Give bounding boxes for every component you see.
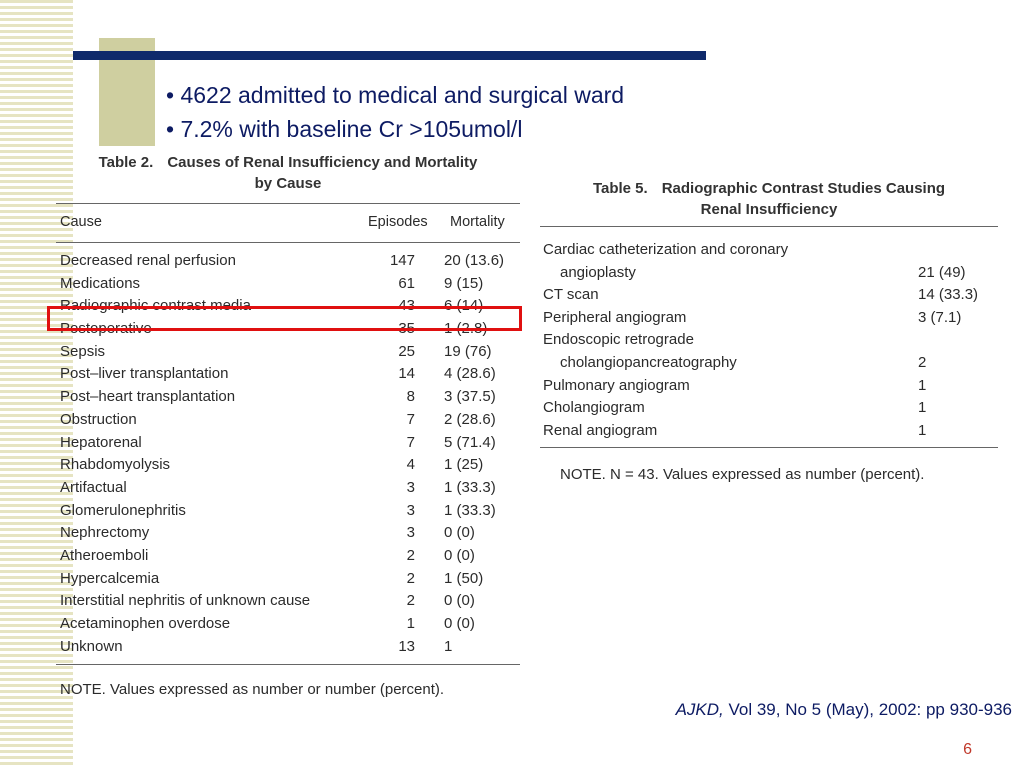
table-5-top-rule [540,226,998,227]
table-row [56,568,520,591]
cell-mortality: 2 (28.6) [444,410,496,428]
cell-mortality: 4 (28.6) [444,365,496,383]
table-2-title-line2: by Cause [254,175,322,192]
cell-cause: Atheroemboli [60,546,149,564]
table-row [56,273,520,296]
table-5-label: Table 5. [592,180,648,197]
cell-mortality: 9 (15) [444,274,484,292]
cell-episodes: 2 [406,569,415,587]
cell-episodes: 3 [406,524,415,542]
cell-cause: Rhabdomyolysis [60,456,171,474]
citation-journal: AJKD, [675,700,724,719]
bullet-list [166,78,624,146]
cell-episodes: 3 [406,478,415,496]
cell-cause: Obstruction [60,410,137,428]
cell-episodes: 61 [398,274,415,292]
table-2-bottom-rule [56,664,520,665]
cell-study: Pulmonary angiogram [543,376,690,394]
cell-study: angioplasty [560,263,636,281]
table-row [56,250,520,273]
table-row [56,454,520,477]
table-5-title [540,178,998,220]
navy-header-bar [73,51,706,60]
table-row [56,545,520,568]
cell-cause: Post–liver transplantation [60,365,229,383]
table-row [540,397,998,420]
table-row [540,262,998,285]
cell-mortality: 1 (2.8) [444,320,488,338]
table-5-title-line1: Radiographic Contrast Studies Causing [661,180,946,197]
page-number: 6 [963,741,972,758]
table-row [540,420,998,443]
table-2-header-rule [56,242,520,243]
cell-episodes: 43 [398,297,415,315]
cell-mortality: 5 (71.4) [444,433,496,451]
cell-study: Peripheral angiogram [543,308,687,326]
cell-value: 21 (49) [918,263,966,281]
cell-mortality: 20 (13.6) [444,252,505,269]
cell-episodes: 14 [398,365,415,383]
cell-episodes: 25 [398,342,415,360]
cell-cause: Medications [60,274,141,292]
table-2-title-line1: Causes of Renal Insufficiency and Mortality [167,154,478,171]
cell-cause: Glomerulonephritis [60,501,186,519]
cell-mortality: 1 [444,637,453,655]
table-row [56,341,520,364]
cell-study: Cholangiogram [543,399,645,417]
cell-episodes: 2 [406,546,415,564]
citation [676,700,1012,720]
cell-mortality: 3 (37.5) [444,388,496,406]
cell-value: 1 [918,399,927,417]
table-2-header [56,204,520,242]
table-row [540,329,998,352]
cell-cause: Hepatorenal [60,433,142,451]
header-mortality: Mortality [450,214,505,230]
cell-mortality: 0 (0) [444,592,475,610]
cell-mortality: 19 (76) [444,342,492,360]
table-row [540,284,998,307]
table-row [56,432,520,455]
cell-value: 1 [918,376,927,394]
cell-episodes: 7 [406,433,415,451]
cell-cause: Hypercalcemia [60,569,160,587]
cell-mortality: 0 (0) [444,615,475,632]
header-episodes: Episodes [368,214,428,230]
cell-value: 2 [918,353,927,371]
cell-episodes: 3 [406,501,415,519]
cell-episodes: 1 [406,615,415,632]
cell-episodes: 8 [406,388,415,406]
cell-value: 14 (33.3) [918,286,979,304]
cell-cause: Radiographic contrast media [60,297,251,315]
table-2 [56,152,520,701]
cell-episodes: 147 [389,252,415,269]
cell-episodes: 2 [406,592,415,610]
table-row [56,636,520,659]
table-row [56,386,520,409]
table-5-body [540,239,998,442]
header-cause: Cause [60,214,102,230]
cell-cause: Nephrectomy [60,524,150,542]
cell-mortality: 1 (33.3) [444,478,496,496]
table-row [56,522,520,545]
table-row [540,352,998,375]
cell-study: CT scan [543,286,599,304]
cell-cause: Post–heart transplantation [60,388,236,406]
citation-details: Vol 39, No 5 (May), 2002: pp 930-936 [728,700,1012,719]
highlight-box [47,306,522,331]
table-5 [540,178,998,486]
table-row [56,500,520,523]
cell-study: Cardiac catheterization and coronary [543,241,789,258]
bullet-item: • 4622 admitted to medical and surgical ward [166,82,625,108]
cell-mortality: 6 (14) [444,297,484,315]
table-row [540,307,998,330]
cell-cause: Unknown [60,637,123,655]
cell-mortality: 0 (0) [444,546,475,564]
table-5-title-line2: Renal Insufficiency [700,201,838,218]
table-2-label: Table 2. [98,154,154,171]
bullet-item: • 7.2% with baseline Cr >105umol/l [166,116,523,142]
cell-cause: Artifactual [60,478,127,496]
cell-cause: Interstitial nephritis of unknown cause [60,592,311,610]
cell-episodes: 13 [398,637,415,655]
cell-cause: Decreased renal perfusion [60,252,236,269]
cell-cause: Acetaminophen overdose [60,615,231,632]
table-row [56,590,520,613]
cell-mortality: 1 (25) [444,456,484,474]
cell-study: Renal angiogram [543,421,658,439]
table-row [56,409,520,432]
table-2-note: NOTE. Values expressed as number or number (percent). [60,681,445,699]
cell-value: 3 (7.1) [918,308,962,326]
cell-mortality: 0 (0) [444,524,475,542]
table-5-bottom-rule [540,447,998,448]
cell-episodes: 4 [406,456,415,474]
cell-mortality: 1 (33.3) [444,501,496,519]
cell-cause: Sepsis [60,342,106,360]
cell-episodes: 35 [398,320,415,338]
table-row [56,477,520,500]
table-row [56,613,520,636]
table-5-note: NOTE. N = 43. Values expressed as number (percent). [560,466,925,484]
cell-cause: Postoperative [60,320,152,338]
table-row [540,239,998,262]
cell-study: Endoscopic retrograde [543,331,694,349]
table-2-title [56,152,520,194]
cell-value: 1 [918,421,927,439]
table-row [540,375,998,398]
cell-study: cholangiopancreatography [560,353,737,371]
cell-mortality: 1 (50) [444,569,484,587]
table-row [56,363,520,386]
cell-episodes: 7 [406,410,415,428]
